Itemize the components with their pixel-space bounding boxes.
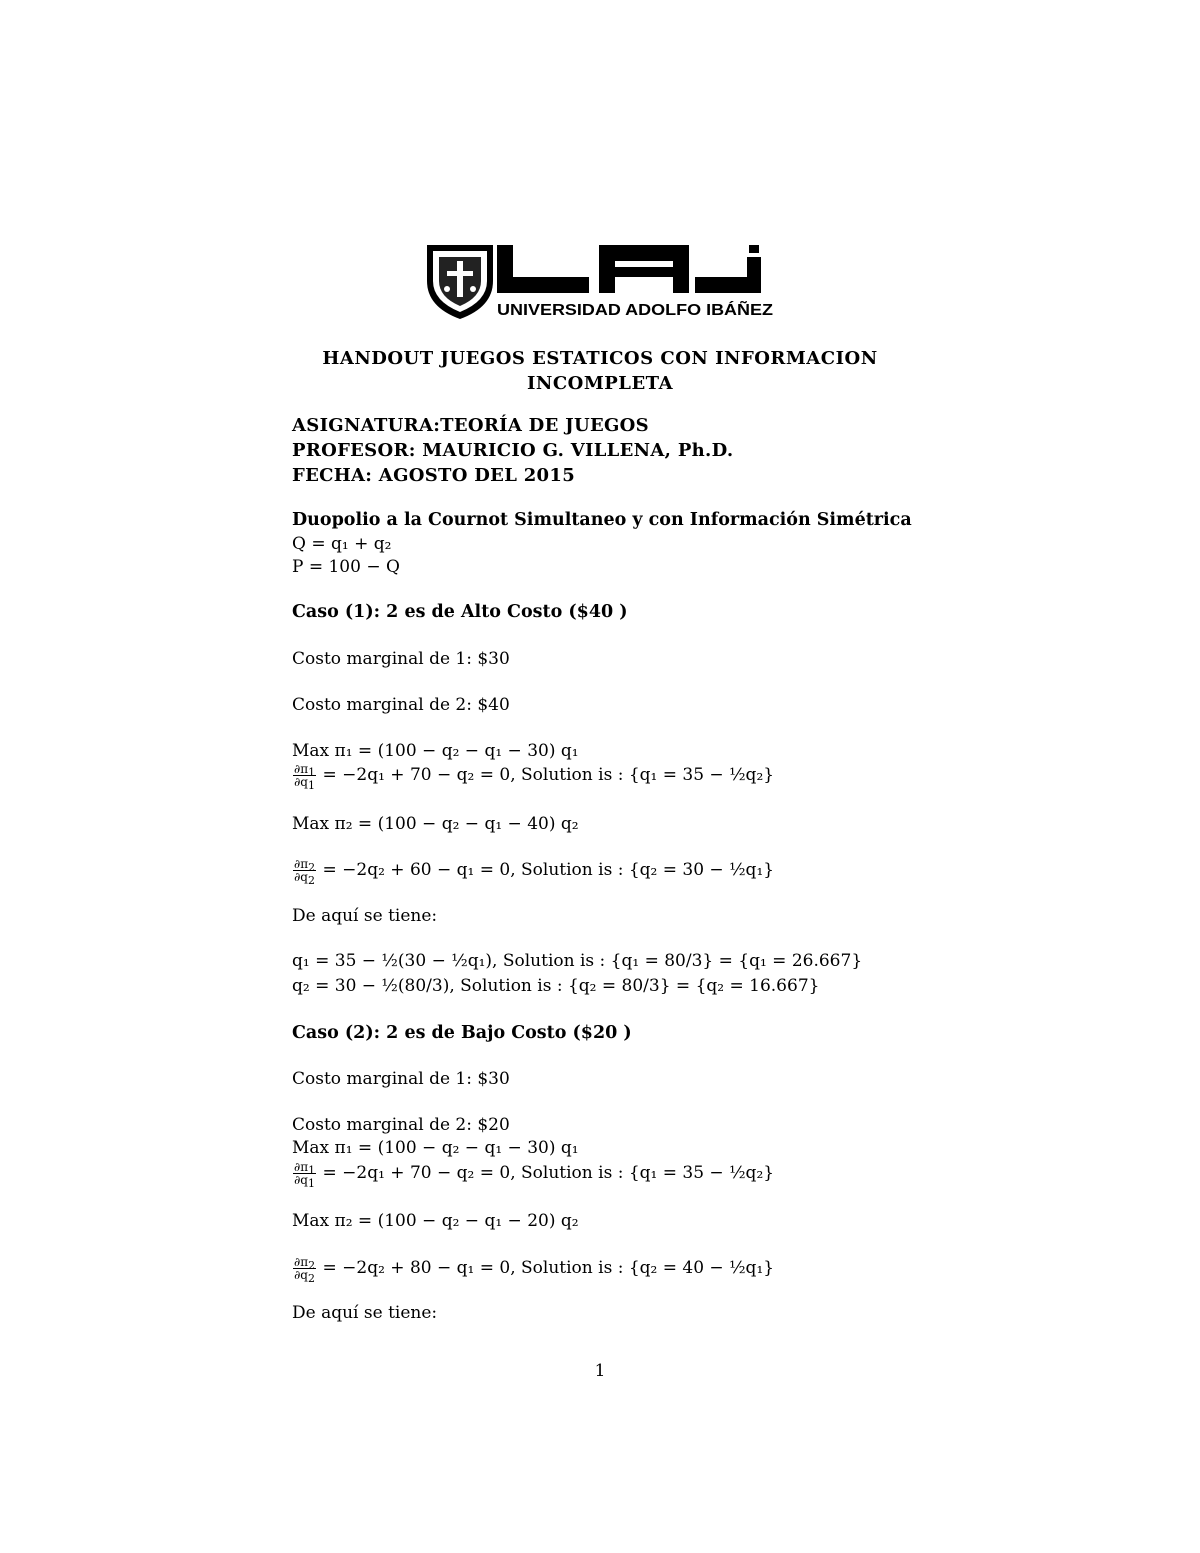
crest-icon [427, 245, 493, 319]
caso2-de-aqui: De aquí se tiene: [292, 1303, 438, 1323]
page-number: 1 [594, 1361, 606, 1381]
caso1-max2: Max π₂ = (100 − q₂ − q₁ − 40) q₂ [292, 814, 579, 834]
caso2-heading: Caso (2): 2 es de Bajo Costo ($20 ) [292, 1023, 632, 1043]
equation-q: Q = q₁ + q₂ [292, 534, 392, 554]
caso2-cm1: Costo marginal de 1: $30 [292, 1069, 510, 1089]
caso2-max1: Max π₁ = (100 − q₂ − q₁ − 30) q₁ [292, 1138, 579, 1158]
asignatura: ASIGNATURA:TEORÍA DE JUEGOS [292, 415, 649, 436]
partial-frac: $\frac{\partial\pi_1}{\partial q_1}$ [294, 1160, 316, 1190]
caso1-de-aqui: De aquí se tiene: [292, 906, 438, 926]
caso1-foc2: $\frac{\partial\pi_2}{\partial q_2}$ = −2q₂ + 60 − q₁ = 0, Solution is : {q₂ = 30 − ½q₁} [294, 857, 775, 887]
fecha: FECHA: AGOSTO DEL 2015 [292, 465, 576, 486]
course-meta [292, 413, 733, 488]
caso2-max2: Max π₂ = (100 − q₂ − q₁ − 20) q₂ [292, 1211, 579, 1231]
title-line-1: HANDOUT JUEGOS ESTATICOS CON INFORMACION [322, 348, 878, 369]
caso1-max1: Max π₁ = (100 − q₂ − q₁ − 30) q₁ [292, 741, 579, 761]
document-title [200, 346, 1000, 396]
partial-frac: $\frac{\partial\pi_2}{\partial q_2}$ [294, 1255, 316, 1285]
caso1-foc1: $\frac{\partial\pi_1}{\partial q_1}$ = −2q₁ + 70 − q₂ = 0, Solution is : {q₁ = 35 − ½q₂} [294, 762, 775, 792]
caso2-foc2: $\frac{\partial\pi_2}{\partial q_2}$ = −2q₂ + 80 − q₁ = 0, Solution is : {q₂ = 40 − ½q₁} [294, 1255, 775, 1285]
university-logo [425, 243, 775, 321]
partial-frac: $\frac{\partial\pi_1}{\partial q_1}$ [294, 762, 316, 792]
caso1-sol2: q₂ = 30 − ½(80/3), Solution is : {q₂ = 80/3} = {q₂ = 16.667} [292, 976, 820, 996]
intro-heading: Duopolio a la Cournot Simultaneo y con Información Simétrica [292, 510, 912, 530]
caso1-cm2: Costo marginal de 2: $40 [292, 695, 510, 715]
profesor: PROFESOR: MAURICIO G. VILLENA, Ph.D. [292, 440, 734, 461]
title-line-2: INCOMPLETA [526, 373, 674, 394]
caso2-foc1: $\frac{\partial\pi_1}{\partial q_1}$ = −2q₁ + 70 − q₂ = 0, Solution is : {q₁ = 35 − ½q₂} [294, 1160, 775, 1190]
caso1-heading: Caso (1): 2 es de Alto Costo ($40 ) [292, 602, 628, 622]
caso1-sol1: q₁ = 35 − ½(30 − ½q₁), Solution is : {q₁ = 80/3} = {q₁ = 26.667} [292, 951, 863, 971]
equation-p: P = 100 − Q [292, 557, 400, 577]
caso1-cm1: Costo marginal de 1: $30 [292, 649, 510, 669]
partial-frac: $\frac{\partial\pi_2}{\partial q_2}$ [294, 857, 316, 887]
caso2-cm2: Costo marginal de 2: $20 [292, 1115, 510, 1135]
university-name: UNIVERSIDAD ADOLFO IBÁÑEZ [497, 302, 735, 319]
